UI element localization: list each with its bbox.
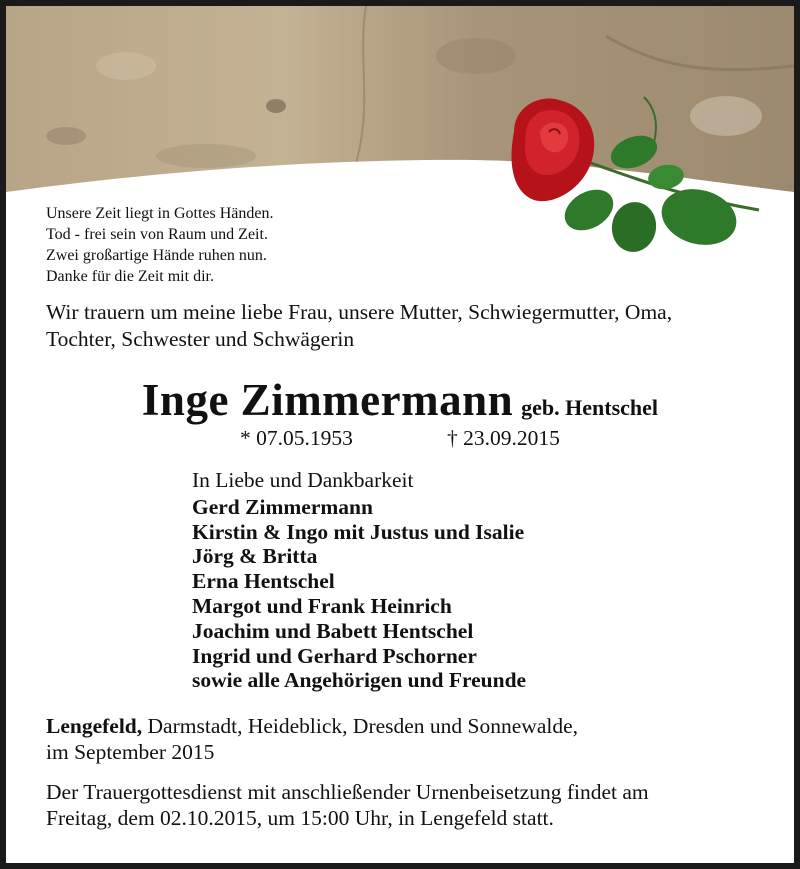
red-rose-icon	[494, 92, 764, 257]
poem-line: Tod - frei sein von Raum und Zeit.	[46, 226, 268, 243]
mourner-name: Jörg & Britta	[192, 544, 318, 569]
mourner-name: Kirstin & Ingo mit Justus und Isalie	[192, 519, 525, 544]
intro-line: Wir trauern um meine liebe Frau, unsere Mutter, Schwiegermutter, Oma,	[46, 300, 673, 324]
deceased-name: Inge Zimmermann	[141, 375, 514, 425]
poem-line: Danke für die Zeit mit dir.	[46, 268, 214, 285]
place-and-date	[46, 713, 578, 765]
place-town: Lengefeld,	[46, 714, 143, 738]
poem-line: Zwei großartige Hände ruhen nun.	[46, 247, 267, 264]
service-line: Der Trauergottesdienst mit anschließender Urnenbeisetzung findet am	[46, 780, 649, 804]
mourner-name: Ingrid und Gerhard Pschorner	[192, 643, 477, 668]
service-notice	[46, 779, 649, 831]
poem-line: Unsere Zeit liegt in Gottes Händen.	[46, 205, 274, 222]
place-others: Darmstadt, Heideblick, Dresden und Sonnewalde,	[142, 714, 579, 738]
intro-line: Tochter, Schwester und Schwägerin	[46, 327, 355, 351]
deceased-heading	[6, 374, 794, 426]
mourner-name: Margot und Frank Heinrich	[192, 593, 452, 618]
mourner-name: sowie alle Angehörigen und Freunde	[192, 668, 527, 693]
mourners-lead: In Liebe und Dankbarkeit	[192, 468, 414, 492]
poem	[46, 203, 274, 287]
birth-date: * 07.05.1953	[240, 426, 353, 450]
mourner-name: Joachim und Babett Hentschel	[192, 618, 474, 643]
mourners-list	[192, 468, 526, 693]
place-date: im September 2015	[46, 740, 215, 764]
intro-text	[46, 299, 776, 353]
mourner-name: Gerd Zimmermann	[192, 494, 373, 519]
service-line: Freitag, dem 02.10.2015, um 15:00 Uhr, in Lengefeld statt.	[46, 806, 554, 830]
death-date: † 23.09.2015	[447, 426, 560, 450]
deceased-birth-name: geb. Hentschel	[521, 395, 659, 420]
mourner-name: Erna Hentschel	[192, 569, 335, 594]
